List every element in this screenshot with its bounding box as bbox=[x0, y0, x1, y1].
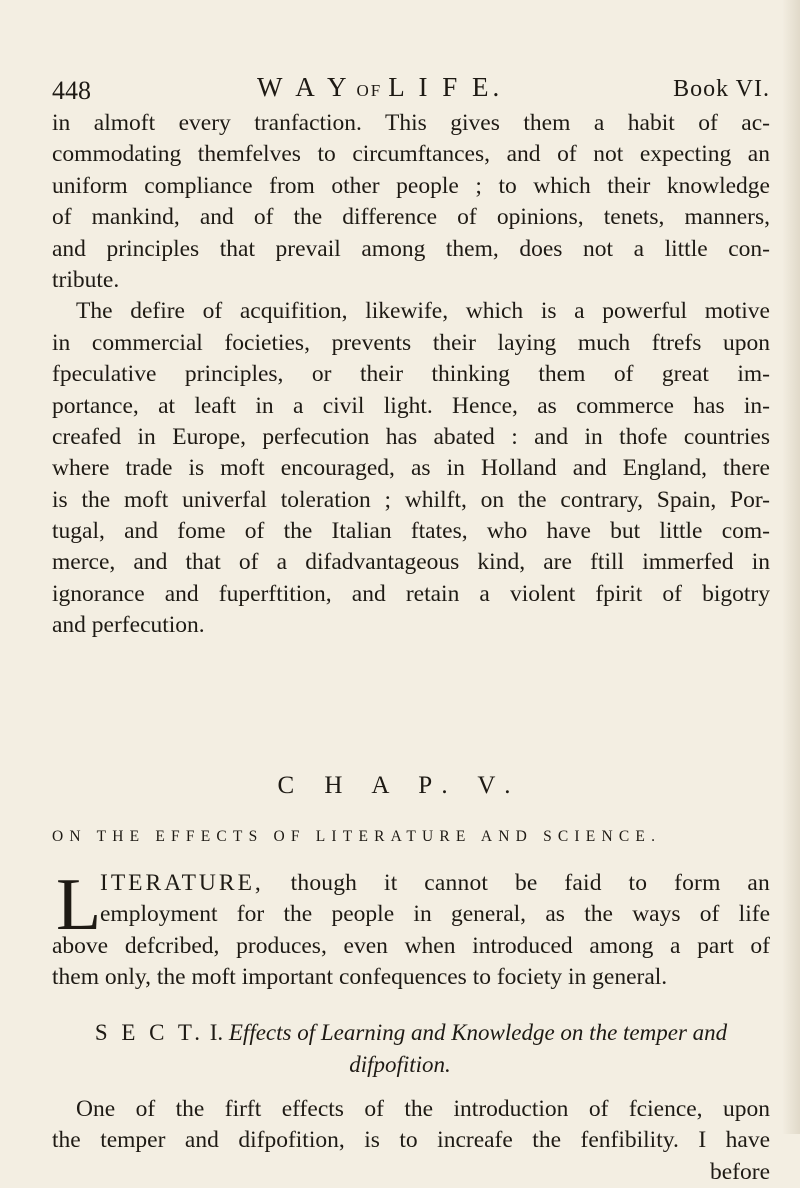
text-line: portance, at leaft in a civil light. Hence, as commerce has in- bbox=[52, 392, 770, 419]
section-number: I. bbox=[209, 1020, 224, 1045]
text-line: commodating themfelves to circumftances, and of not expecting an bbox=[52, 141, 770, 168]
text-line: fpeculative principles, or their thinking them of great im- bbox=[52, 361, 770, 388]
text-line: in commercial focieties, prevents their laying much ftrefs upon bbox=[52, 329, 770, 356]
section-heading bbox=[52, 1020, 770, 1046]
running-title-of: OF bbox=[356, 81, 383, 100]
running-title bbox=[257, 72, 503, 103]
opening-caps: ITERATURE, bbox=[100, 870, 264, 896]
text-line: and perfecution. bbox=[52, 612, 205, 639]
opening-rest: though it cannot be faid to form an bbox=[263, 870, 770, 896]
running-title-right: L I F E. bbox=[388, 72, 504, 102]
text-line: tugal, and fome of the Italian ftates, who have but little com- bbox=[52, 518, 770, 545]
section-title: Effects of Learning and Knowledge on the temper and bbox=[228, 1020, 728, 1045]
paragraph-2 bbox=[52, 296, 770, 641]
section-label: S E C T. bbox=[94, 1020, 204, 1045]
page-edge-shadow bbox=[782, 0, 800, 1134]
text-line: creafed in Europe, perfecution has abated : and in thofe countries bbox=[52, 423, 770, 450]
text-line: of mankind, and of the difference of opinions, tenets, manners, bbox=[52, 204, 770, 231]
drop-cap: L bbox=[56, 864, 102, 946]
text-line bbox=[52, 868, 770, 899]
text-line: merce, and that of a difadvantageous kind, are ftill immerfed in bbox=[52, 549, 770, 576]
page-number: 448 bbox=[52, 76, 91, 105]
text-line: in almoft every tranfaction. This gives them a habit of ac- bbox=[52, 110, 770, 136]
text-line: employment for the people in general, as the ways of life bbox=[100, 901, 770, 928]
text-line: uniform compliance from other people ; to which their knowledge bbox=[52, 172, 770, 199]
text-line: them only, the moft important confequences to fociety in general. bbox=[52, 964, 668, 991]
text-line: and principles that prevail among them, does not a little con- bbox=[52, 235, 770, 262]
chapter-subtitle: ON THE EFFECTS OF LITERATURE AND SCIENCE. bbox=[52, 828, 662, 845]
text-line: One of the firft effects of the introduction of fcience, upon bbox=[76, 1096, 770, 1122]
book-reference: Book VI. bbox=[673, 76, 770, 102]
section-title-continued: difpofition. bbox=[349, 1052, 451, 1077]
text-line: the temper and difpofition, is to increafe the fenfibility. I have bbox=[52, 1127, 770, 1154]
chapter-heading: C H A P. V. bbox=[277, 772, 523, 799]
paragraph-1 bbox=[52, 108, 770, 296]
text-line: The defire of acquifition, likewife, which is a powerful motive bbox=[76, 298, 770, 325]
running-header bbox=[52, 72, 770, 108]
text-line: where trade is moft encouraged, as in Holland and England, there bbox=[52, 455, 770, 482]
running-title-left: W A Y bbox=[257, 72, 351, 102]
text-line: tribute. bbox=[52, 266, 120, 293]
text-line: above defcribed, produces, even when introduced among a part of bbox=[52, 932, 770, 959]
body-text bbox=[52, 108, 770, 642]
catchword: before bbox=[709, 1158, 770, 1185]
text-line: is the moft univerfal toleration ; whilft, on the contrary, Spain, Por- bbox=[52, 486, 770, 513]
literature-paragraph bbox=[52, 864, 770, 994]
text-line: ignorance and fuperftition, and retain a violent fpirit of bigotry bbox=[52, 580, 770, 607]
final-paragraph bbox=[52, 1094, 770, 1188]
